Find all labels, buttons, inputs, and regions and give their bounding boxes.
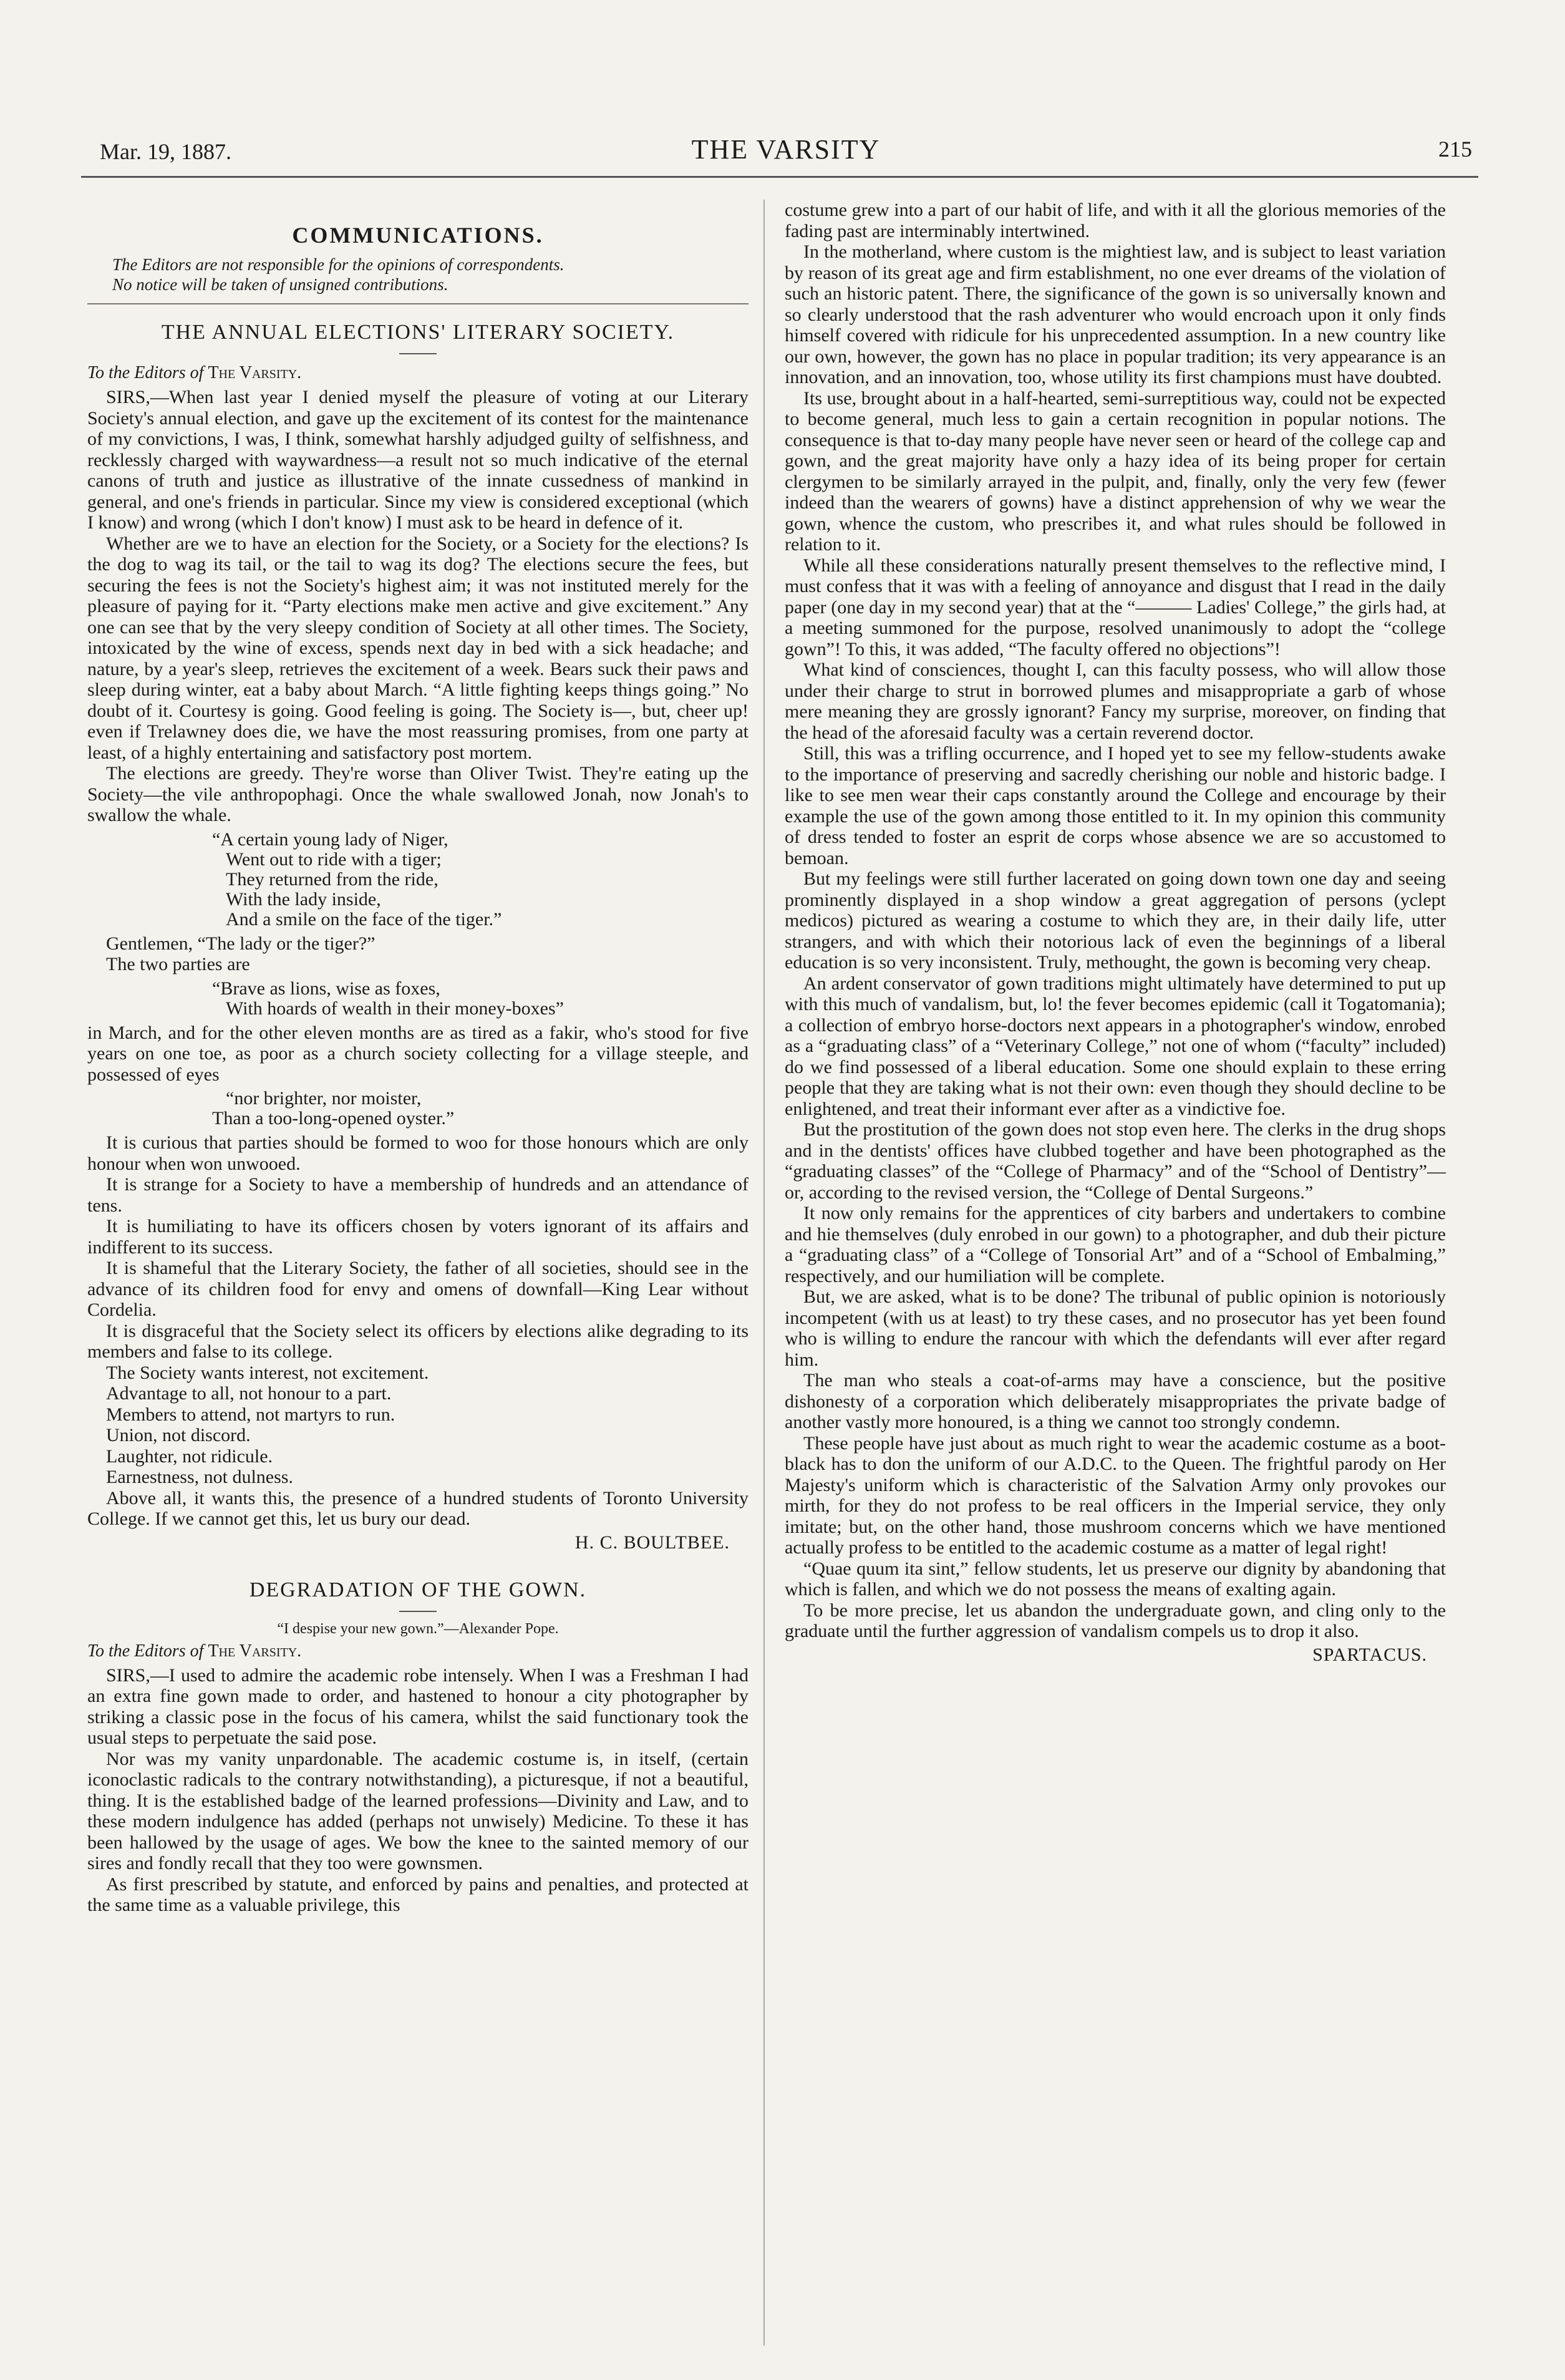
paragraph: What kind of consciences, thought I, can this faculty possess, who will allow those under their charge to strut in borrowed plumes and misappropriate a garb of whose mere meaning they are grossly ignorant? Fancy my surprise, moreover, on finding that the head of the aforesaid faculty was a certain reverend doctor. [785, 659, 1446, 743]
verse-line: With hoards of wealth in their money-boxes” [226, 998, 564, 1019]
paragraph: costume grew into a part of our habit of life, and with it all the glorious memories of the fading past are interminably intertwined. [785, 200, 1446, 241]
author-signature: H. C. BOULTBEE. [574, 1532, 730, 1553]
header-rule [81, 176, 1478, 178]
title-rule [399, 1611, 437, 1612]
section-heading: COMMUNICATIONS. [292, 223, 544, 248]
paragraph: In the motherland, where custom is the mightiest law, and is subject to least variation by reason of its great age and firm establishment, no one ever dreams of the violation of such an historic patent. There, the significance of the gown is so universally known and so clearly understood that the rash adventurer who would encroach upon it only finds himself covered with ridicule for his unprecedented assumption. In a new country like our own, however, the gown has no place in popular tradition; its very appearance is an innovation, and an innovation, too, whose utility its first champions must have doubted. [785, 241, 1446, 387]
epigraph: “I despise your new gown.”—Alexander Pope. [277, 1620, 559, 1637]
paragraph: But the prostitution of the gown does not stop even here. The clerks in the drug shops and in the dentists' offices have clubbed together and have been photographed as the “graduating classes” of the “College of Pharmacy” and of the “School of Dentistry”—or, according to the revised version, the “College of Dental Surgeons.” [785, 1119, 1446, 1203]
article-body [87, 1022, 749, 1086]
paragraph: It now only remains for the apprentices of city barbers and undertakers to combine and hie themselves (duly enrobed in our gown) to a photographer, and dub their picture a “graduating class” of a “College of Tonsorial Art” and of a “School of Embalming,” respectively, and our humiliation will be complete. [785, 1203, 1446, 1286]
editorial-notice [87, 255, 749, 294]
paragraph: It is strange for a Society to have a membership of hundreds and an attendance of tens. [87, 1174, 749, 1216]
paragraph: It is disgraceful that the Society select its officers by elections alike degrading to its members and false to its college. [87, 1320, 749, 1362]
masthead-title: THE VARSITY [691, 134, 881, 165]
paragraph: It is curious that parties should be formed to woo for those honours which are only honour when won unwooed. [87, 1132, 749, 1174]
verse-line: With the lady inside, [226, 888, 381, 910]
paragraph: Nor was my vanity unpardonable. The academic costume is, in itself, (certain iconoclastic radicals to the contrary notwithstanding), a picturesque, if not a beautiful, thing. It is the established badge of the learned professions—Divinity and Law, and to these modern indulgence has added (perhaps not unwisely) Medicine. To these it has been hallowed by the usage of ages. We bow the knee to the sainted memory of our sires and fondly recall that they too were gownsmen. [87, 1748, 749, 1873]
paragraph: Members to attend, not martyrs to run. [106, 1404, 395, 1425]
divider [87, 303, 749, 304]
salutation-paper: The Varsity. [208, 1641, 302, 1661]
paragraph: While all these considerations naturally present themselves to the reflective mind, I must confess that it was with a feeling of annoyance and disgust that I read in the daily paper (one day in my second year) that at the “——— Ladies' College,” the girls had, at a meeting summoned for the purpose, resolved unanimously to adopt the “college gown”! To this, it was added, “The faculty offered no objections”! [785, 555, 1446, 659]
paragraph: It is humiliating to have its officers chosen by voters ignorant of its affairs and indifferent to its success. [87, 1216, 749, 1258]
paragraph: Earnestness, not dulness. [106, 1467, 293, 1487]
paragraph: But, we are asked, what is to be done? The tribunal of public opinion is notoriously incompetent (with us at least) to try these cases, and no prosecutor has yet been found who is willing to endure the rancour with which the defendants will ever after regard him. [785, 1286, 1446, 1370]
paragraph: The elections are greedy. They're worse than Oliver Twist. They're eating up the Society—the vile anthropophagi. Once the whale swallowed Jonah, now Jonah's to swallow the whale. [87, 763, 749, 825]
verse-line: And a smile on the face of the tiger.” [226, 908, 502, 930]
paragraph: The two parties are [106, 954, 250, 974]
article-body [87, 1665, 749, 1916]
verse-quote [87, 979, 749, 1019]
paragraph: An ardent conservator of gown traditions might ultimately have determined to put up with this much of vandalism, but, lo! the fever becomes epidemic (call it Togatomania); a collection of embryo horse-doctors next appears in a photographer's window, enrobed as a “graduating class” of a “Veterinary College,” not one of whom (“faculty” included) do we find possessed of a liberal education. Some one should explain to these erring people that they are taking what is not their own: even though they should decline to be enlightened, and treat their informant ever after as a vindictive foe. [785, 973, 1446, 1119]
article-title: THE ANNUAL ELECTIONS' LITERARY SOCIETY. [161, 321, 675, 344]
paragraph: Union, not discord. [106, 1425, 251, 1445]
right-column [785, 200, 1446, 1666]
paragraph: Above all, it wants this, the presence of a hundred students of Toronto University College. If we cannot get this, let us bury our dead. [87, 1487, 749, 1529]
paragraph: The man who steals a coat-of-arms may have a conscience, but the positive dishonesty of a corporation which deliberately misappropriates the private badge of another vastly more honoured, is a thing we cannot too strongly condemn. [785, 1370, 1446, 1432]
paragraph: But my feelings were still further lacerated on going down town one day and seeing prominently displayed in a shop window a great aggregation of persons (yclept medicos) pictured as wearing a costume to which they are, in their daily life, utter strangers, and with which their notorious lack of even the beginnings of a liberal education is so very inconsistent. Truly, methought, the gown is becoming very cheap. [785, 868, 1446, 973]
paragraph: As first prescribed by statute, and enforced by pains and penalties, and protected at the same time as a valuable privilege, this [87, 1873, 749, 1915]
paragraph: The Society wants interest, not excitement. [106, 1362, 429, 1383]
issue-date: Mar. 19, 1887. [100, 139, 231, 164]
salutation-to: To the Editors of [87, 363, 204, 382]
paragraph: Advantage to all, not honour to a part. [106, 1383, 392, 1404]
notice-line: The Editors are not responsible for the opinions of correspondents. [112, 255, 564, 274]
paragraph: Its use, brought about in a half-hearted, semi-surreptitious way, could not be expected to become general, much less to gain a certain recognition in popular notions. The consequence is that to-day many people have never seen or heard of the college cap and gown, and the great majority have only a hazy idea of its being proper for certain clergymen to be similarly arrayed in the pulpit, and, finally, only the very few (fewer indeed than the wearers of gowns) have a distinct apprehension of why we wear the gown, whence the custom, who prescribes it, and what rules should be followed in relation to it. [785, 387, 1446, 555]
left-column [87, 200, 749, 1916]
verse-line: “A certain young lady of Niger, [212, 828, 448, 850]
running-header [100, 130, 1472, 167]
verse-line: “nor brighter, nor moister, [226, 1088, 422, 1109]
verse-line: Went out to ride with a tiger; [226, 848, 442, 870]
paragraph: SIRS,—When last year I denied myself the pleasure of voting at our Literary Society's annual election, and gave up the excitement of its contest for the maintenance of my convictions, I was, I think, somewhat harshly adjudged guilty of selfishness, and recklessly charged with waywardness—a result not so much indicative of the eternal canons of truth and justice as illustrative of the innate cussedness of mankind in general, and one's friends in particular. Since my view is considered exceptional (which I know) and wrong (which I don't know) I must ask to be heard in defence of it. [87, 387, 749, 533]
paragraph: SIRS,—I used to admire the academic robe intensely. When I was a Freshman I had an extra fine gown made to order, and hastened to honour a city photographer by striking a classic pose in the focus of his camera, whilst the said functionary took the usual steps to perpetuate the said pose. [87, 1664, 749, 1748]
paragraph: in March, and for the other eleven months are as tired as a fakir, who's stood for five years on one toe, as poor as a church society collecting for a village steeple, and possessed of eyes [87, 1022, 749, 1085]
paragraph: Gentlemen, “The lady or the tiger?” [106, 933, 376, 954]
article-body [87, 387, 749, 826]
verse-line: Than a too-long-opened oyster.” [212, 1108, 455, 1129]
notice-line: No notice will be taken of unsigned contributions. [112, 275, 448, 294]
author-signature: SPARTACUS. [1312, 1644, 1427, 1665]
page-number: 215 [1438, 137, 1472, 162]
verse-line: They returned from the ride, [226, 868, 438, 890]
verse-line: “Brave as lions, wise as foxes, [212, 978, 440, 999]
article-body [785, 200, 1446, 1642]
salutation [87, 363, 749, 383]
salutation [87, 1641, 749, 1661]
salutation-paper: The Varsity. [208, 363, 302, 382]
paragraph: “Quae quum ita sint,” fellow students, let us preserve our dignity by abandoning that which is fallen, and which we do not possess the means of exalting again. [785, 1558, 1446, 1600]
article-title: DEGRADATION OF THE GOWN. [249, 1578, 587, 1601]
paragraph: Still, this was a trifling occurrence, and I hoped yet to see my fellow-students awake to the importance of preserving and sacredly cherishing our noble and historic badge. I like to see men wear their caps constantly around the College and encourage by their example the use of the gown among those entitled to it. In my opinion this community of dress tended to foster an esprit de corps whose absence we are so accustomed to bemoan. [785, 743, 1446, 868]
salutation-to: To the Editors of [87, 1641, 204, 1661]
paragraph: These people have just about as much right to wear the academic costume as a boot-black has to don the uniform of our A.D.C. to the Queen. The frightful parody on Her Majesty's uniform which is characteristic of the Salvation Army only provokes our mirth, for they do not profess to be real officers in the Imperial service, they only imitate; but, on the other hand, those mushroom concerns which we have mentioned actually profess to be entitled to the academic costume as a matter of legal right! [785, 1432, 1446, 1558]
verse-quote [87, 1089, 749, 1129]
paragraph: To be more precise, let us abandon the undergraduate gown, and cling only to the graduate until the further aggression of vandalism compels us to drop it also. [785, 1600, 1446, 1641]
verse-quote [87, 830, 749, 930]
paragraph: It is shameful that the Literary Society, the father of all societies, should see in the advance of its children food for envy and omens of downfall—King Lear without Cordelia. [87, 1258, 749, 1320]
paragraph: Whether are we to have an election for the Society, or a Society for the elections? Is the dog to wag its tail, or the tail to wag its dog? The elections secure the fees, but securing the fees is not the Society's highest aim; it was not instituted merely for the pleasure of paying for it. “Party elections make men active and give excitement.” Any one can see that by the very sleepy condition of Society at all other times. The Society, intoxicated by the wine of excess, spends next day in bed with a sick headache; and nature, by a year's sleep, retrieves the excitement of a week. Bears suck their paws and sleep during winter, eat a baby about March. “A little fighting keeps things going.” No doubt of it. Courtesy is going. Good feeling is going. The Society is—, but, cheer up! even if Trelawney does die, we have the most reassuring promises, from one party at least, of a highly entertaining and satisfactory post mortem. [87, 533, 749, 763]
paragraph: Laughter, not ridicule. [106, 1445, 273, 1467]
article-body [87, 1132, 749, 1530]
title-rule [399, 353, 437, 354]
article-body [87, 933, 749, 975]
